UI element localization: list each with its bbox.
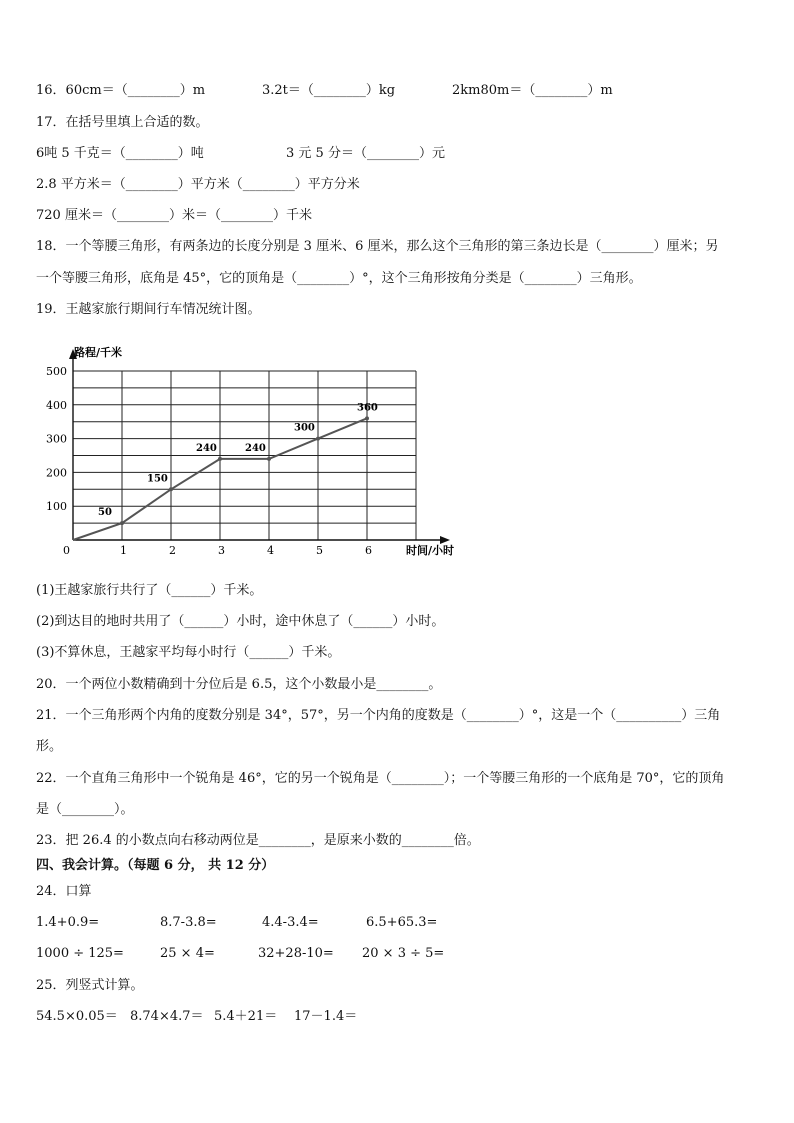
q25-title: 25．列竖式计算。: [36, 978, 144, 993]
data-point: [169, 487, 173, 491]
data-label: 300: [294, 422, 315, 434]
data-label: 240: [245, 442, 266, 454]
q22-line1: 22．一个直角三角形中一个锐角是 46°，它的另一个锐角是（________）；一个等腰三角形的一个底角是 70°，它的顶角: [36, 771, 725, 786]
data-point: [267, 457, 271, 461]
q17-line3: 720 厘米＝（________）米＝（________）千米: [36, 208, 312, 223]
travel-line-chart: [30, 338, 470, 566]
q16-a: 16．60cm＝（________）m: [36, 83, 206, 98]
q19-part3: (3)不算休息，王越家平均每小时行（______）千米。: [36, 645, 341, 660]
y-tick-label: 200: [46, 466, 67, 480]
data-point: [218, 457, 222, 461]
q16-b: 3.2t＝（________）kg: [262, 83, 396, 98]
q17-line1-a: 6吨 5 千克＝（________）吨: [36, 146, 204, 161]
q23: 23．把 26.4 的小数点向右移动两位是________，是原来小数的________倍。: [36, 833, 480, 848]
x-tick-label: 3: [218, 544, 225, 557]
x-tick-label: 4: [267, 544, 274, 557]
q22-line2: 是（________）。: [36, 802, 134, 817]
q17-line2: 2.8 平方米＝（________）平方米（________）平方分米: [36, 177, 360, 192]
q19-part1: (1)王越家旅行共行了（______）千米。: [36, 583, 263, 598]
q24-item: 1.4+0.9=: [36, 915, 100, 930]
data-point: [365, 416, 369, 420]
q21-line1: 21．一个三角形两个内角的度数分别是 34°，57°，另一个内角的度数是（________）°，这是一个（__________）三角: [36, 708, 721, 723]
q25-item: 17－1.4＝: [294, 1009, 358, 1024]
y-tick-label: 400: [46, 398, 67, 412]
q24-item: 8.7-3.8=: [160, 915, 217, 930]
q18-line2: 一个等腰三角形，底角是 45°，它的顶角是（________）°，这个三角形按角分类是（________）三角形。: [36, 271, 642, 286]
data-point: [316, 437, 320, 441]
q17-line1-b: 3 元 5 分＝（________）元: [286, 146, 445, 161]
data-point: [120, 521, 124, 525]
q24-item: 1000 ÷ 125=: [36, 946, 124, 961]
x-tick-label: 1: [120, 544, 127, 557]
q25-item: 5.4＋21＝: [214, 1009, 278, 1024]
chart-ticks: [46, 365, 372, 557]
q19-title: 19．王越家旅行期间行车情况统计图。: [36, 302, 261, 317]
q24-item: 25 × 4=: [160, 946, 215, 961]
q18-line1: 18．一个等腰三角形，有两条边的长度分别是 3 厘米、6 厘米，那么这个三角形的第三条边长是（________）厘米；另: [36, 239, 719, 254]
q19-part2: (2)到达目的地时共用了（______）小时，途中休息了（______）小时。: [36, 614, 445, 629]
q20: 20．一个两位小数精确到十分位后是 6.5，这个小数最小是________。: [36, 677, 442, 692]
section-4-heading: 四、我会计算。（每题 6 分， 共 12 分）: [36, 858, 275, 873]
q16-c: 2km80m＝（________）m: [452, 83, 613, 98]
y-tick-label: 500: [46, 365, 67, 378]
chart-series: [73, 402, 378, 540]
q24-title: 24．口算: [36, 884, 92, 899]
q21-line2: 形。: [36, 739, 63, 754]
q24-item: 32+28-10=: [258, 946, 334, 961]
q24-item: 20 × 3 ÷ 5=: [362, 946, 445, 961]
q17-title: 17．在括号里填上合适的数。: [36, 115, 209, 130]
data-label: 150: [147, 473, 168, 485]
y-axis-label: 路程/千米: [74, 346, 123, 359]
q24-item: 4.4-3.4=: [262, 915, 319, 930]
x-axis-label: 时间/小时: [406, 544, 455, 557]
q25-item: 54.5×0.05＝: [36, 1009, 118, 1024]
chart-grid: [73, 371, 416, 540]
data-label: 360: [357, 402, 378, 414]
x-tick-label: 0: [63, 544, 70, 557]
y-tick-label: 300: [46, 432, 67, 446]
x-tick-label: 5: [316, 544, 323, 557]
x-axis-arrow: [440, 536, 450, 544]
q25-item: 8.74×4.7＝: [130, 1009, 204, 1024]
data-label: 240: [196, 442, 217, 454]
q24-item: 6.5+65.3=: [366, 915, 438, 930]
data-label: 50: [98, 507, 112, 519]
y-tick-label: 100: [46, 500, 67, 514]
x-tick-label: 6: [365, 544, 372, 557]
x-tick-label: 2: [169, 544, 176, 557]
